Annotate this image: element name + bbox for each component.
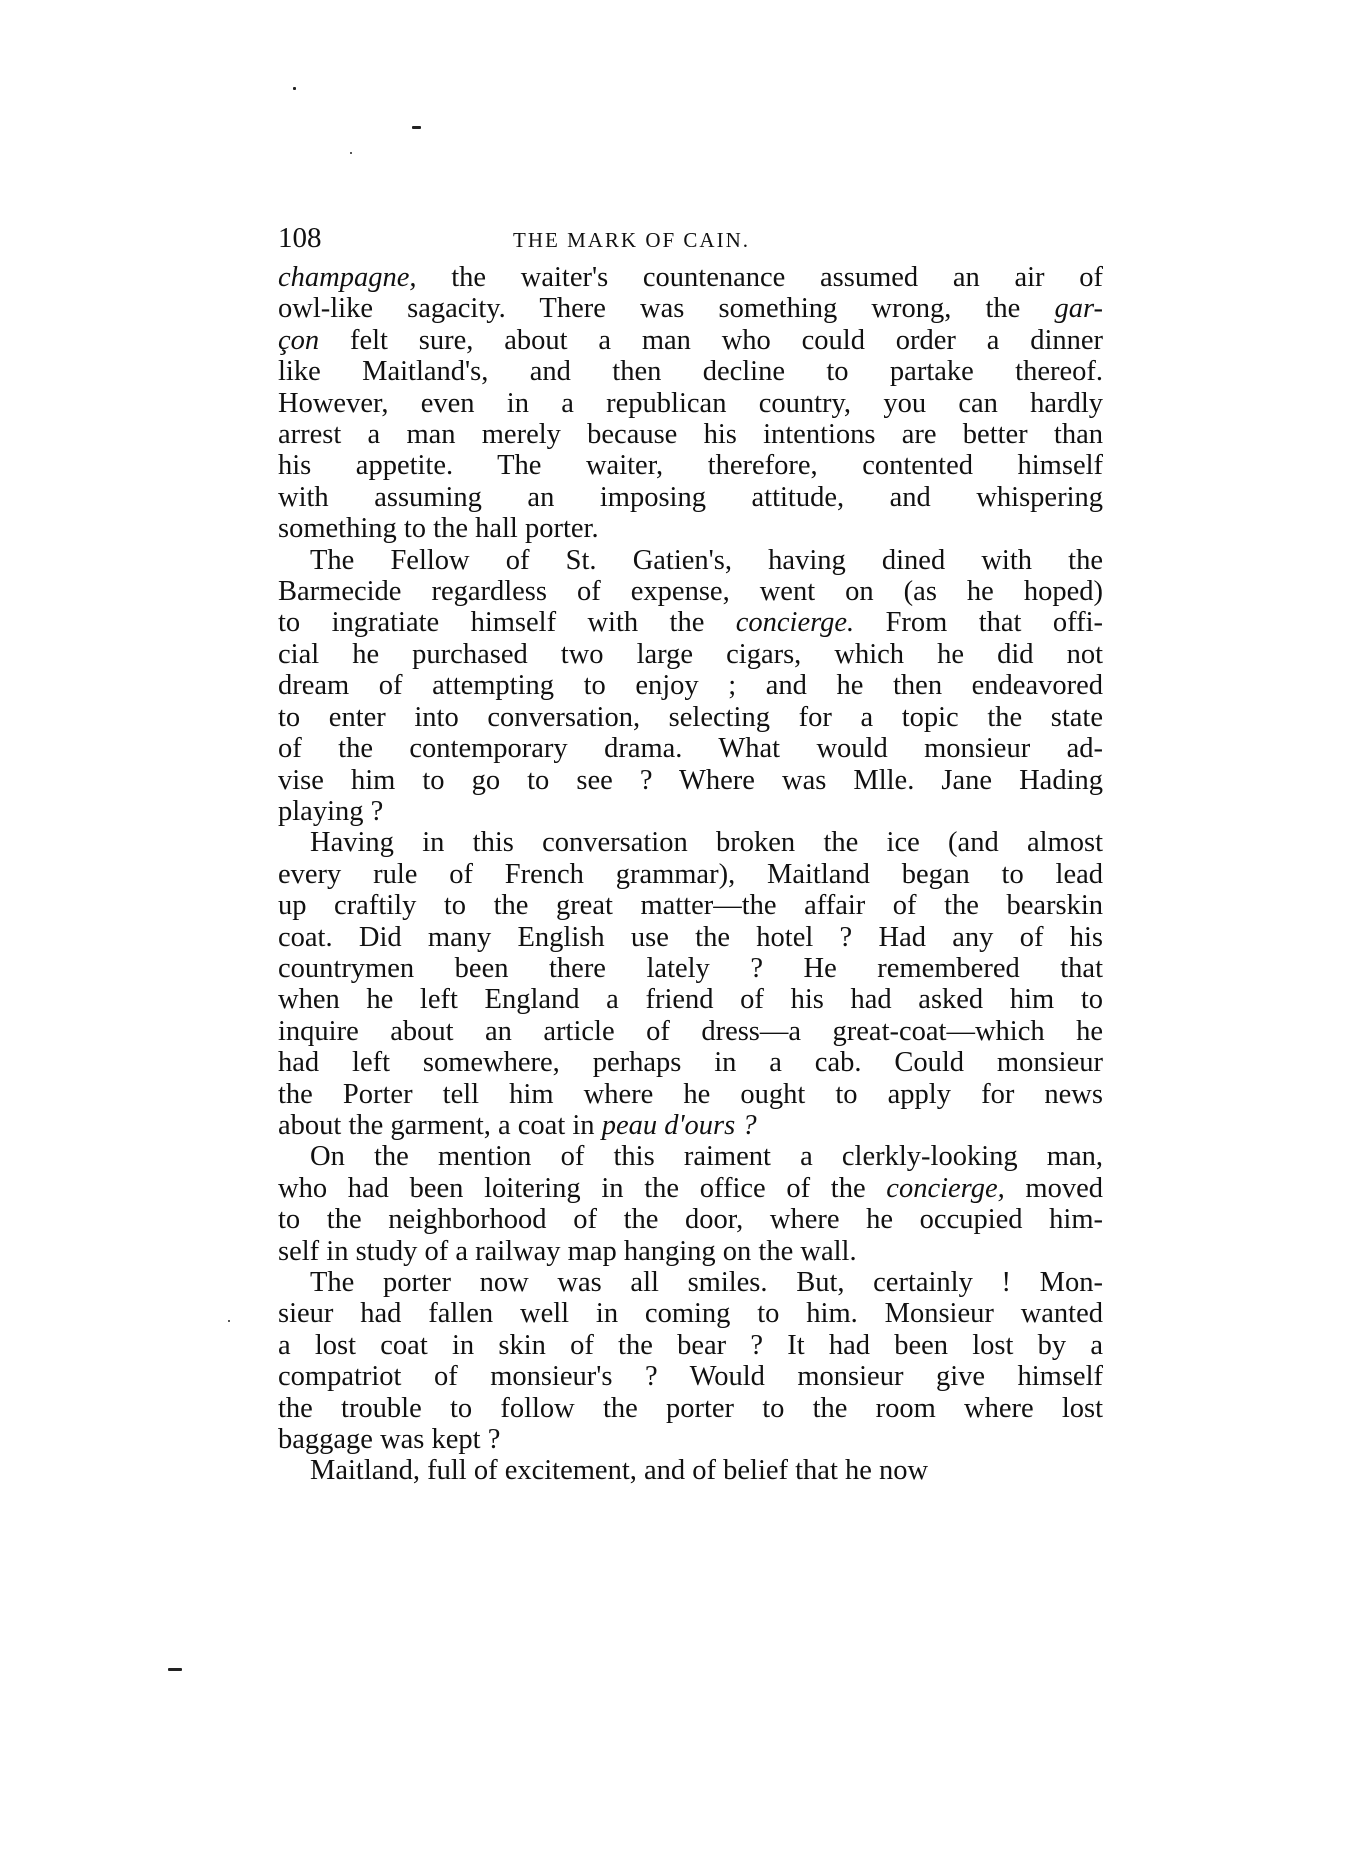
paragraph — [278, 1455, 1103, 1486]
text-run: arrest a man merely because his intentions are better than — [278, 419, 1103, 451]
text-line — [278, 765, 1103, 796]
italic-text: champagne, — [278, 262, 417, 293]
text-line — [278, 1455, 1103, 1486]
text-line — [278, 796, 1103, 827]
text-run: playing ? — [278, 795, 384, 827]
text-run: dream of attempting to enjoy ; and he then endeavored — [278, 670, 1103, 702]
text-line — [278, 1079, 1103, 1110]
text-line — [278, 702, 1103, 733]
text-run: However, even in a republican country, you can hardly — [278, 387, 1103, 419]
text-run: when he left England a friend of his had asked him to — [278, 984, 1103, 1016]
text-run: self in study of a railway map hanging on the wall. — [278, 1235, 857, 1267]
text-run: to ingratiate himself with the — [278, 607, 736, 639]
scan-speck — [412, 126, 421, 129]
text-run: the trouble to follow the porter to the room where lost — [278, 1392, 1103, 1424]
text-run: had left somewhere, perhaps in a cab. Could monsieur — [278, 1047, 1103, 1079]
text-line — [278, 639, 1103, 670]
page-number: 108 — [278, 222, 322, 254]
text-run: Barmecide regardless of expense, went on (as he hoped) — [278, 576, 1103, 608]
text-run: cial he purchased two large cigars, which he did not — [278, 638, 1103, 670]
text-line — [278, 953, 1103, 984]
italic-text: çon — [278, 324, 320, 356]
italic-text: concierge. — [735, 607, 855, 639]
text-run: Having in this conversation broken the ice (and almost — [310, 827, 1103, 859]
text-line — [278, 325, 1103, 356]
text-run: moved — [1004, 1172, 1103, 1204]
text-line — [278, 1110, 1103, 1141]
text-run: about the garment, a coat in — [278, 1109, 602, 1141]
text-run: the Porter tell him where he ought to apply for news — [278, 1078, 1103, 1110]
text-line — [278, 388, 1103, 419]
text-run: the waiter's countenance assumed an air of — [416, 262, 1103, 293]
italic-text: peau d'ours ? — [601, 1109, 757, 1141]
scan-speck — [350, 152, 352, 154]
text-run: The porter now was all smiles. But, certainly ! Mon- — [310, 1267, 1103, 1298]
text-run: From that offi- — [854, 607, 1103, 639]
text-line — [278, 922, 1103, 953]
text-run: sieur had fallen well in coming to him. Monsieur wanted — [278, 1298, 1103, 1330]
text-line — [278, 1047, 1103, 1078]
text-run: coat. Did many English use the hotel ? Had any of his — [278, 921, 1103, 953]
text-run: his appetite. The waiter, therefore, contented himself — [278, 450, 1103, 482]
text-line — [278, 1016, 1103, 1047]
body-text — [278, 262, 1103, 1487]
text-run: who had been loitering in the office of the — [278, 1172, 887, 1204]
text-line — [278, 1267, 1103, 1298]
text-run: something to the hall porter. — [278, 513, 599, 545]
page-header — [278, 222, 1108, 258]
paragraph — [278, 827, 1103, 1141]
text-line — [278, 482, 1103, 513]
text-line — [278, 293, 1103, 324]
text-run: a lost coat in skin of the bear ? It had been lost by a — [278, 1329, 1103, 1361]
text-line — [278, 1141, 1103, 1172]
text-line — [278, 984, 1103, 1015]
text-run: with assuming an imposing attitude, and whispering — [278, 481, 1103, 513]
paragraph — [278, 262, 1103, 545]
text-run: to the neighborhood of the door, where he occupied him- — [278, 1204, 1103, 1236]
text-line — [278, 1424, 1103, 1455]
text-run: inquire about an article of dress—a great-coat—which he — [278, 1015, 1103, 1047]
scan-speck — [228, 1320, 230, 1322]
paragraph — [278, 545, 1103, 828]
text-run: The Fellow of St. Gatien's, having dined with the — [310, 544, 1103, 576]
paragraph — [278, 1267, 1103, 1455]
text-run: On the mention of this raiment a clerkly-looking man, — [310, 1141, 1103, 1173]
text-line — [278, 1330, 1103, 1361]
text-run: owl-like sagacity. There was something wrong, the — [278, 293, 1055, 325]
text-line — [278, 1173, 1103, 1204]
scan-speck — [293, 87, 296, 90]
text-run: like Maitland's, and then decline to partake thereof. — [278, 356, 1103, 388]
text-run: countrymen been there lately ? He remembered that — [278, 952, 1103, 984]
text-run: baggage was kept ? — [278, 1424, 501, 1456]
text-run: of the contemporary drama. What would monsieur ad- — [278, 733, 1103, 765]
text-line — [278, 545, 1103, 576]
text-line — [278, 670, 1103, 701]
paragraph — [278, 1141, 1103, 1267]
text-run: up craftily to the great matter—the affair of the bearskin — [278, 890, 1103, 922]
text-line — [278, 262, 1103, 293]
text-line — [278, 576, 1103, 607]
text-line — [278, 356, 1103, 387]
text-line — [278, 1236, 1103, 1267]
italic-text: gar- — [1054, 293, 1103, 325]
text-line — [278, 890, 1103, 921]
text-run: every rule of French grammar), Maitland began to lead — [278, 858, 1103, 890]
text-run: to enter into conversation, selecting for a topic the state — [278, 701, 1103, 733]
text-line — [278, 859, 1103, 890]
text-run: vise him to go to see ? Where was Mlle. Jane Hading — [278, 764, 1103, 796]
running-title: THE MARK OF CAIN. — [513, 228, 751, 252]
text-line — [278, 513, 1103, 544]
text-run: compatriot of monsieur's ? Would monsieur give himself — [278, 1361, 1103, 1393]
scan-speck — [168, 1668, 182, 1671]
text-line — [278, 733, 1103, 764]
text-line — [278, 1298, 1103, 1329]
italic-text: concierge, — [886, 1172, 1005, 1204]
text-line — [278, 1204, 1103, 1235]
text-line — [278, 607, 1103, 638]
text-line — [278, 1393, 1103, 1424]
text-line — [278, 419, 1103, 450]
text-line — [278, 450, 1103, 481]
text-run: Maitland, full of excitement, and of belief that he now — [310, 1455, 929, 1487]
text-line — [278, 1361, 1103, 1392]
text-line — [278, 827, 1103, 858]
text-run: felt sure, about a man who could order a dinner — [319, 324, 1103, 356]
